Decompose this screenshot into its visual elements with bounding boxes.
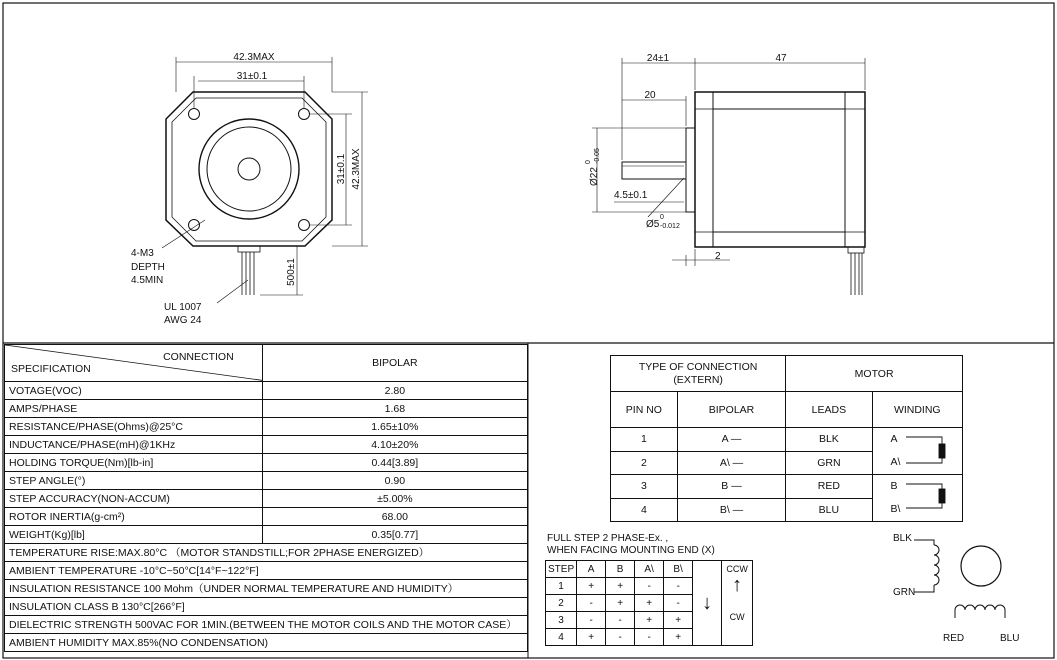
- step-cell: +: [635, 595, 664, 612]
- spec-row: [5, 382, 528, 400]
- dim-lead-length: 500±1: [286, 258, 297, 286]
- step-col-header: A: [577, 561, 606, 578]
- spec-row: [5, 508, 528, 526]
- step-cell: -: [664, 578, 693, 595]
- header-specification: SPECIFICATION: [11, 363, 91, 375]
- lead-color: RED: [786, 475, 872, 499]
- dim-shaft-total: 24±1: [646, 53, 670, 64]
- spec-note-row: [5, 598, 528, 616]
- step-cell: -: [577, 612, 606, 629]
- spec-note-row: [5, 544, 528, 562]
- dim-boss-tol-lower: -0.05: [594, 148, 601, 164]
- step-cell: +: [577, 629, 606, 646]
- spec-label: AMPS/PHASE: [5, 400, 263, 418]
- spec-note: INSULATION RESISTANCE 100 Mohm（UNDER NORMAL TEMPERATURE AND HUMIDITY）: [5, 580, 528, 598]
- cw-arrow-cell: [693, 561, 722, 646]
- step-no: 3: [546, 612, 577, 629]
- col-pin: PIN NO: [611, 392, 678, 428]
- connection-row: [611, 428, 963, 452]
- step-cell: -: [606, 612, 635, 629]
- dim-boss-dia: Ø22: [589, 167, 600, 186]
- spec-label: RESISTANCE/PHASE(Ohms)@25°C: [5, 418, 263, 436]
- spec-row: [5, 454, 528, 472]
- dim-height-max: 42.3MAX: [351, 148, 362, 190]
- spec-header-cell: [5, 345, 263, 382]
- col-bipolar: BIPOLAR: [677, 392, 785, 428]
- side-view: [592, 58, 865, 295]
- dim-boss-dia-group: [585, 148, 601, 186]
- spec-label: HOLDING TORQUE(Nm)[lb-in]: [5, 454, 263, 472]
- dim-shaft-flat: 20: [644, 90, 656, 101]
- pin-no: 3: [611, 475, 678, 499]
- step-col-header: B: [606, 561, 635, 578]
- arrow-down-icon: ↓: [702, 591, 713, 614]
- step-cell: +: [635, 612, 664, 629]
- connection-row: [611, 475, 963, 499]
- coil-diagram: [914, 540, 1005, 618]
- coil-label-grn: GRN: [893, 587, 916, 598]
- spec-note-row: [5, 634, 528, 652]
- spec-value: 0.35[0.77]: [262, 526, 527, 544]
- step-sequence-table: [545, 560, 753, 646]
- spec-row: [5, 490, 528, 508]
- spec-note-row: [5, 616, 528, 634]
- spec-value: 1.65±10%: [262, 418, 527, 436]
- spec-label: INDUCTANCE/PHASE(mH)@1KHz: [5, 436, 263, 454]
- step-cell: +: [664, 629, 693, 646]
- spec-note-row: [5, 562, 528, 580]
- pin-no: 1: [611, 428, 678, 452]
- dim-shaft-dia: Ø5: [646, 219, 660, 230]
- step-caption-2: WHEN FACING MOUNTING END (X): [547, 545, 715, 556]
- dim-hole-spacing-v: 31±0.1: [336, 153, 347, 185]
- header-bipolar: BIPOLAR: [262, 345, 527, 382]
- direction-cell: [722, 561, 753, 646]
- type-header-line-2: (EXTERN): [673, 373, 723, 386]
- coil-label-blu: BLU: [1000, 633, 1020, 644]
- note-wire-2: AWG 24: [164, 315, 202, 326]
- winding-cell-b: [872, 475, 962, 522]
- note-holes-1: 4-M3: [131, 248, 154, 259]
- note-holes-3: 4.5MIN: [131, 275, 164, 286]
- dim-hole-spacing-h: 31±0.1: [236, 71, 268, 82]
- lead-color: BLU: [786, 498, 872, 522]
- lead-color: BLK: [786, 428, 872, 452]
- spec-row: [5, 526, 528, 544]
- step-header-row: [546, 561, 753, 578]
- step-cell: +: [664, 612, 693, 629]
- spec-label: STEP ACCURACY(NON-ACCUM): [5, 490, 263, 508]
- step-cell: +: [606, 578, 635, 595]
- bipolar-terminal: A —: [677, 428, 785, 452]
- winding-label: A\: [890, 456, 901, 468]
- note-wire-1: UL 1007: [164, 302, 202, 313]
- spec-value: 68.00: [262, 508, 527, 526]
- step-cell: -: [577, 595, 606, 612]
- step-col-header: A\: [635, 561, 664, 578]
- bipolar-terminal: B —: [677, 475, 785, 499]
- lead-color: GRN: [786, 451, 872, 475]
- arrow-up-icon: ↑: [732, 574, 743, 596]
- bipolar-terminal: A\ —: [677, 451, 785, 475]
- type-of-connection-header: [611, 356, 786, 392]
- note-holes-2: DEPTH: [131, 262, 165, 273]
- spec-label: VOTAGE(VOC): [5, 382, 263, 400]
- step-cell: -: [664, 595, 693, 612]
- dim-body-length: 47: [775, 53, 787, 64]
- col-winding: WINDING: [872, 392, 962, 428]
- pin-no: 4: [611, 498, 678, 522]
- spec-note: INSULATION CLASS B 130°C[266°F]: [5, 598, 528, 616]
- spec-note-row: [5, 580, 528, 598]
- motor-header: MOTOR: [786, 356, 963, 392]
- step-no: 4: [546, 629, 577, 646]
- step-cell: +: [577, 578, 606, 595]
- step-cell: -: [606, 629, 635, 646]
- pin-no: 2: [611, 451, 678, 475]
- col-leads: LEADS: [786, 392, 872, 428]
- dim-shaft-tol-upper: 0: [660, 214, 664, 221]
- step-cell: +: [606, 595, 635, 612]
- step-no: 1: [546, 578, 577, 595]
- spec-row: [5, 436, 528, 454]
- spec-label: ROTOR INERTIA(g-cm²): [5, 508, 263, 526]
- dim-shaft-tol-lower: -0.012: [660, 223, 680, 230]
- spec-value: 1.68: [262, 400, 527, 418]
- winding-label: B: [890, 480, 898, 492]
- connection-table: [610, 355, 963, 522]
- spec-value: 4.10±20%: [262, 436, 527, 454]
- winding-cell-a: [872, 428, 962, 475]
- dim-flat: 4.5±0.1: [614, 190, 648, 201]
- winding-label: B\: [890, 503, 901, 515]
- step-cell: -: [635, 629, 664, 646]
- spec-value: 0.90: [262, 472, 527, 490]
- spec-row: [5, 472, 528, 490]
- step-no: 2: [546, 595, 577, 612]
- spec-label: STEP ANGLE(°): [5, 472, 263, 490]
- dim-boss-tol-upper: 0: [585, 160, 592, 164]
- header-connection: CONNECTION: [163, 351, 234, 363]
- spec-note: TEMPERATURE RISE:MAX.80°C （MOTOR STANDSTILL;FOR 2PHASE ENERGIZED）: [5, 544, 528, 562]
- type-header-line-1: TYPE OF CONNECTION: [638, 360, 758, 373]
- spec-value: 0.44[3.89]: [262, 454, 527, 472]
- coil-label-blk: BLK: [893, 533, 912, 544]
- spec-note: AMBIENT TEMPERATURE -10°C~50°C[14°F~122°F]: [5, 562, 528, 580]
- spec-value: ±5.00%: [262, 490, 527, 508]
- step-col-header: B\: [664, 561, 693, 578]
- bipolar-terminal: B\ —: [677, 498, 785, 522]
- spec-row: [5, 418, 528, 436]
- ccw-label: CCW: [726, 564, 748, 574]
- spec-table: [4, 344, 528, 652]
- step-caption-1: FULL STEP 2 PHASE-Ex. ,: [547, 533, 669, 544]
- winding-label: A: [890, 433, 898, 445]
- spec-row: [5, 400, 528, 418]
- spec-value: 2.80: [262, 382, 527, 400]
- cw-label: CW: [729, 612, 745, 622]
- dim-boss-height: 2: [715, 251, 721, 262]
- step-col-header: STEP: [546, 561, 577, 578]
- spec-note: AMBIENT HUMIDITY MAX.85%(NO CONDENSATION): [5, 634, 528, 652]
- spec-note: DIELECTRIC STRENGTH 500VAC FOR 1MIN.(BETWEEN THE MOTOR COILS AND THE MOTOR CASE）: [5, 616, 528, 634]
- coil-label-red: RED: [943, 633, 965, 644]
- step-cell: -: [635, 578, 664, 595]
- spec-label: WEIGHT(Kg)[lb]: [5, 526, 263, 544]
- dim-width-max: 42.3MAX: [233, 52, 275, 63]
